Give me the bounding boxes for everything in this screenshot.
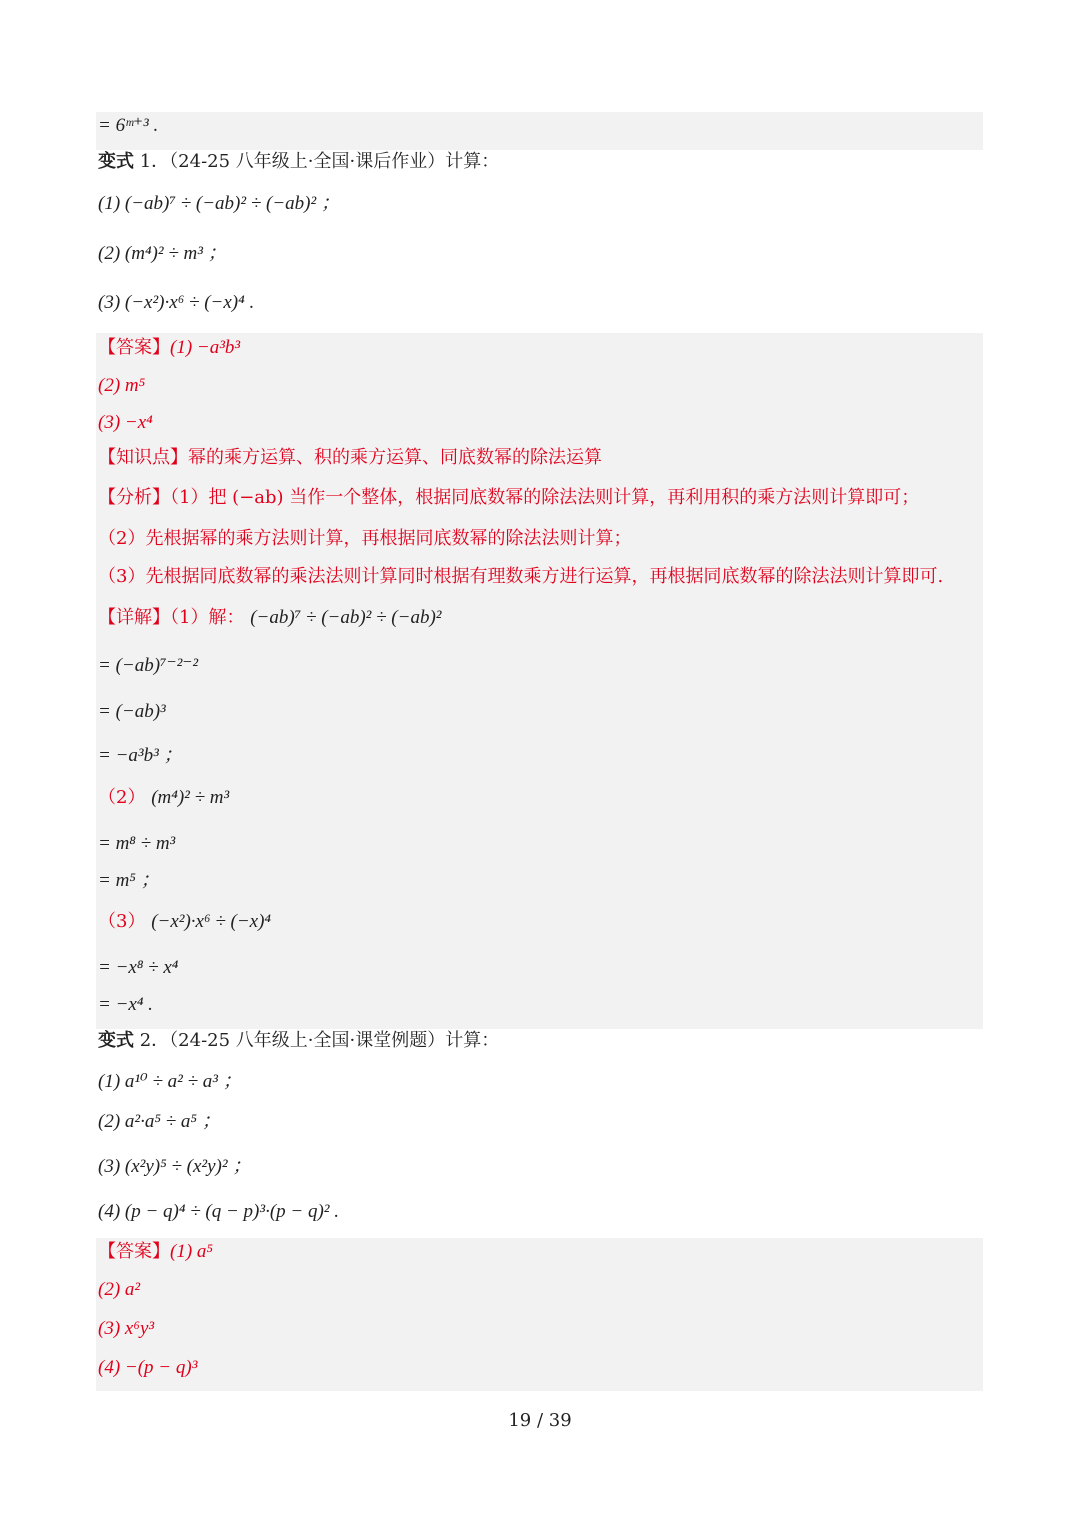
variant2-answer-1: [98, 1240, 213, 1264]
page-number: 19 / 39: [508, 1410, 572, 1431]
variant1-heading: [98, 150, 499, 174]
previous-result-line: = 6ᵐ⁺³ .: [98, 115, 159, 136]
variant2-problem-4: (4) (p − q)⁴ ÷ (q − p)³·(p − q)² .: [98, 1201, 340, 1222]
detail-step: = m⁸ ÷ m³: [98, 833, 176, 854]
detail-step: = (−ab)³: [98, 701, 166, 722]
detail-step: = m⁵ ；: [98, 870, 160, 891]
knowledge-tag: 【知识点】: [98, 447, 188, 468]
answer-value: (1) −a³b³: [170, 337, 241, 358]
detail-part-label: （1）解：: [170, 607, 245, 628]
variant2-problem-2: (2) a²·a⁵ ÷ a⁵ ；: [98, 1111, 221, 1132]
variant2-title: 2．（24-25 八年级上·全国·课堂例题）计算：: [134, 1030, 500, 1051]
variant1-detail-2: [98, 786, 229, 810]
variant2-problem-3: (3) (x²y)⁵ ÷ (x²y)² ；: [98, 1156, 252, 1177]
variant2-answer-3: (3) x⁶y³: [98, 1318, 155, 1339]
variant1-problem-2: (2) (m⁴)² ÷ m³ ；: [98, 243, 227, 264]
analysis-tag: 【分析】: [98, 487, 170, 508]
variant2-problem-1: (1) a¹⁰ ÷ a² ÷ a³ ；: [98, 1071, 242, 1092]
variant1-problem-3: (3) (−x²)·x⁶ ÷ (−x)⁴ .: [98, 292, 255, 313]
answer-value: (1) a⁵: [170, 1241, 214, 1262]
variant1-answer-1: [98, 336, 240, 360]
variant2-answer-2: (2) a²: [98, 1279, 141, 1300]
variant1-detail-1: [98, 606, 441, 630]
variant1-label: 变式: [98, 151, 134, 172]
detail-step: = −a³b³ ；: [98, 745, 183, 766]
variant1-analysis-1: [98, 486, 919, 510]
variant2-label: 变式: [98, 1030, 134, 1051]
solution-band-top: [96, 112, 983, 150]
detail-step: = −x⁴ .: [98, 994, 153, 1015]
answer-tag: 【答案】: [98, 337, 170, 358]
analysis-text: （1）把 (−ab) 当作一个整体，根据同底数幂的除法法则计算，再利用积的乘方法则计算即可；: [170, 487, 920, 508]
detail-expression: (m⁴)² ÷ m³: [151, 787, 230, 808]
variant1-detail-3: [98, 910, 271, 934]
detail-expression: (−ab)⁷ ÷ (−ab)² ÷ (−ab)²: [250, 607, 442, 628]
solution-band-variant2: [96, 1238, 983, 1391]
variant1-problem-1: (1) (−ab)⁷ ÷ (−ab)² ÷ (−ab)² ；: [98, 193, 340, 214]
knowledge-text: 幂的乘方运算、积的乘方运算、同底数幂的除法运算: [188, 447, 602, 468]
variant1-answer-2: (2) m⁵: [98, 375, 146, 396]
answer-tag: 【答案】: [98, 1241, 170, 1262]
detail-expression: (−x²)·x⁶ ÷ (−x)⁴: [151, 911, 272, 932]
detail-step: = −x⁸ ÷ x⁴: [98, 957, 179, 978]
detail-part-label: （3）: [98, 911, 146, 932]
variant1-answer-3: (3) −x⁴: [98, 412, 153, 433]
variant1-title: 1．（24-25 八年级上·全国·课后作业）计算：: [134, 151, 500, 172]
detail-tag: 【详解】: [98, 607, 170, 628]
variant2-answer-4: (4) −(p − q)³: [98, 1357, 198, 1378]
detail-part-label: （2）: [98, 787, 146, 808]
variant1-knowledge: [98, 446, 602, 470]
variant1-analysis-2: （2）先根据幂的乘方法则计算，再根据同底数幂的除法法则计算；: [98, 528, 632, 549]
detail-step: = (−ab)⁷⁻²⁻²: [98, 655, 199, 676]
variant1-analysis-3: （3）先根据同底数幂的乘法法则计算同时根据有理数乘方进行运算，再根据同底数幂的除法法则计算即可.: [98, 566, 944, 587]
variant2-heading: [98, 1029, 499, 1053]
